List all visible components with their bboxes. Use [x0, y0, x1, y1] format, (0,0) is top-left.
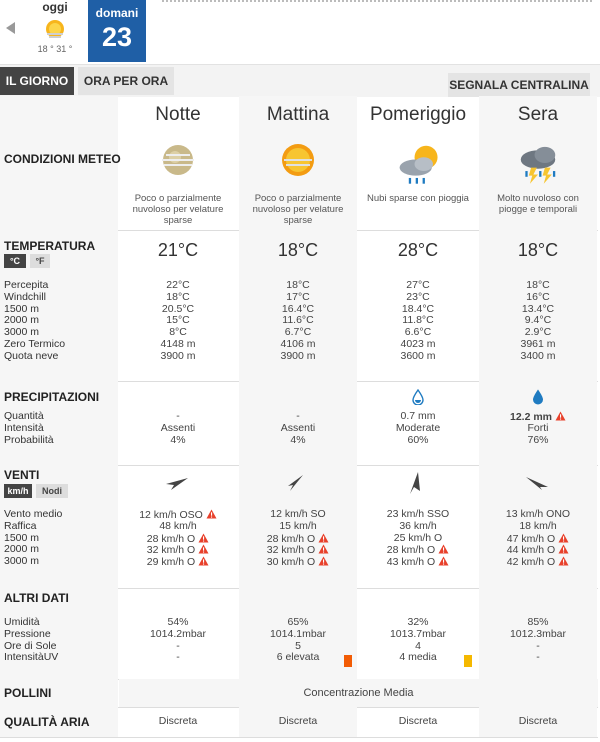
air-quality-value: Discreta	[518, 715, 558, 727]
divider	[162, 0, 592, 4]
period-name: Sera	[517, 104, 559, 125]
warning-icon	[558, 533, 569, 543]
row-value: 3961 m	[520, 338, 556, 350]
row-label: 2000 m	[4, 314, 40, 327]
condition-text: Molto nuvoloso con piogge e temporali	[497, 193, 579, 215]
warning-icon	[198, 544, 209, 554]
day-tomorrow[interactable]	[88, 0, 146, 62]
knots-toggle[interactable]: Nodi	[36, 484, 68, 498]
warning-icon	[198, 556, 209, 566]
row-value: 36 km/h	[399, 519, 437, 532]
row-label: Probabilità	[4, 433, 54, 446]
row-value: Assenti	[160, 421, 196, 434]
section-air-quality	[0, 707, 598, 738]
wind-direction-icon	[164, 476, 190, 492]
row-value: 4023 m	[400, 338, 436, 350]
tomorrow-label: domani	[95, 6, 139, 20]
row-value: 13.4°C	[521, 302, 555, 315]
row-label: Umidità	[4, 616, 40, 628]
warning-icon	[318, 533, 329, 543]
pollen-value: Concentrazione Media	[303, 687, 414, 699]
row-value: 42 km/h O	[479, 556, 597, 569]
condition-text: Poco o parzialmente nuvoloso per velature sparse	[252, 193, 344, 226]
section-pollen	[0, 679, 598, 708]
row-value: 12.2 mm	[479, 411, 597, 424]
condition-text: Nubi sparse con pioggia	[367, 193, 469, 204]
tab-bar	[0, 64, 600, 97]
row-value: -	[536, 651, 540, 664]
section-conditions	[0, 96, 598, 231]
row-value: 22°C	[166, 279, 190, 291]
row-label: Intensità	[4, 421, 44, 434]
section-precipitation	[0, 381, 598, 466]
precipitation-title: PRECIPITAZIONI	[4, 390, 100, 404]
row-label: Vento medio	[4, 508, 63, 520]
row-value: -	[176, 651, 180, 664]
row-label: 1500 m	[4, 531, 40, 544]
row-value: Assenti	[280, 421, 316, 434]
warning-icon	[438, 544, 449, 554]
period-pomeriggio	[359, 96, 477, 230]
fahrenheit-toggle[interactable]: °F	[30, 254, 50, 268]
row-label: Quota neve	[4, 349, 59, 362]
conditions-title: CONDIZIONI METEO	[4, 152, 121, 166]
row-value: 12 km/h OSO	[119, 509, 237, 522]
row-value: 12 km/h SO	[270, 508, 326, 520]
row-value: 3900 m	[160, 349, 196, 362]
warning-icon	[318, 556, 329, 566]
prev-arrow-icon[interactable]	[6, 22, 15, 34]
condition-text: Poco o parzialmente nuvoloso per velature sparse	[132, 193, 224, 226]
row-value: -	[296, 410, 300, 422]
row-value: 32 km/h O	[119, 544, 237, 557]
period-name: Pomeriggio	[369, 104, 467, 125]
row-value: 65%	[287, 616, 309, 628]
row-value: 25 km/h O	[393, 531, 443, 544]
today-temps: 18 ° 31 °	[37, 44, 73, 54]
row-label: Raffica	[4, 519, 37, 532]
row-value: 4%	[170, 433, 186, 446]
row-value: Moderate	[395, 421, 441, 434]
pollen-title: POLLINI	[4, 686, 52, 700]
row-value: 32 km/h O	[239, 544, 357, 557]
hazy-sun-icon	[278, 140, 318, 180]
tomorrow-day-number: 23	[101, 22, 133, 52]
warning-icon	[318, 544, 329, 554]
day-today[interactable]	[30, 0, 80, 62]
row-value: 48 km/h	[159, 519, 197, 532]
row-value: 44 km/h O	[479, 544, 597, 557]
row-value: 18°C	[166, 290, 190, 303]
other-title: ALTRI DATI	[4, 591, 69, 605]
sun-cloud-rain-icon	[392, 140, 444, 186]
row-value: 11.6°C	[282, 314, 314, 327]
warning-icon	[555, 411, 566, 421]
raindrop-icon	[412, 389, 424, 405]
main-temp: 18°C	[277, 240, 319, 260]
row-label: Zero Termico	[4, 338, 66, 350]
row-value: 3400 m	[520, 349, 556, 362]
wind-direction-icon	[285, 473, 305, 493]
period-name: Mattina	[266, 104, 330, 125]
row-value: 20.5°C	[161, 302, 195, 315]
row-value: 17°C	[286, 290, 310, 303]
row-value: 32%	[407, 616, 429, 628]
row-value: 29 km/h O	[119, 556, 237, 569]
tab-il-giorno[interactable]: IL GIORNO	[0, 67, 74, 95]
section-other	[0, 588, 598, 680]
section-wind	[0, 465, 598, 589]
air-quality-value: Discreta	[158, 715, 198, 727]
row-value: 15°C	[166, 314, 190, 327]
row-label: Windchill	[4, 290, 47, 303]
row-value: 6.7°C	[284, 326, 312, 339]
row-label: 2000 m	[4, 543, 40, 556]
row-label: IntensitàUV	[4, 651, 59, 664]
air-quality-value: Discreta	[278, 715, 318, 727]
warning-icon	[558, 544, 569, 554]
row-label: Quantità	[4, 410, 44, 422]
period-sera	[479, 96, 597, 230]
period-name: Notte	[155, 104, 201, 125]
row-value: 2.9°C	[524, 326, 552, 339]
tab-ora-per-ora[interactable]: ORA PER ORA	[78, 67, 174, 95]
row-value: -	[176, 639, 180, 652]
row-value: 1013.7mbar	[389, 627, 447, 640]
row-value: 8°C	[169, 326, 187, 339]
row-label: Ore di Sole	[4, 639, 57, 652]
row-value: Forti	[527, 421, 549, 434]
row-value: 18°C	[526, 279, 550, 291]
row-value: 23 km/h SSO	[386, 508, 450, 520]
row-value: 27°C	[406, 279, 430, 291]
row-value: 18°C	[286, 279, 310, 291]
raindrop-icon	[532, 388, 544, 405]
row-value: 18 km/h	[519, 519, 557, 532]
row-label: 3000 m	[4, 555, 40, 568]
period-mattina	[239, 96, 357, 230]
wind-direction-icon	[407, 471, 423, 495]
report-station-button[interactable]: SEGNALA CENTRALINA	[448, 73, 590, 97]
uv-indicator-medium	[464, 655, 472, 667]
warning-icon	[198, 533, 209, 543]
row-value: 16°C	[526, 290, 550, 303]
row-value: 28 km/h O	[119, 533, 237, 546]
row-value: 1012.3mbar	[509, 627, 567, 640]
section-temperature	[0, 230, 598, 382]
kmh-toggle[interactable]: km/h	[4, 484, 32, 498]
warning-icon	[438, 556, 449, 566]
thunderstorm-icon	[512, 140, 564, 186]
row-value: 9.4°C	[524, 314, 552, 327]
row-value: 13 km/h ONO	[505, 508, 571, 520]
row-value: 6.6°C	[404, 326, 432, 339]
row-value: 30 km/h O	[239, 556, 357, 569]
row-value: 16.4°C	[281, 302, 315, 315]
row-value: 4	[415, 639, 421, 652]
air-quality-value: Discreta	[398, 715, 438, 727]
celsius-toggle[interactable]: °C	[4, 254, 26, 268]
warning-icon	[206, 509, 217, 519]
air-quality-title: QUALITÀ ARIA	[4, 715, 90, 729]
period-notte	[119, 96, 237, 230]
row-value: 28 km/h O	[239, 533, 357, 546]
wind-title: VENTI	[4, 468, 40, 482]
row-label: Percepita	[4, 279, 49, 291]
row-value: 85%	[527, 616, 549, 628]
row-value: -	[176, 410, 180, 422]
row-value: 18.4°C	[401, 302, 435, 315]
row-value: 60%	[407, 433, 429, 446]
row-value: 3600 m	[400, 349, 436, 362]
row-value: 0.7 mm	[400, 410, 436, 422]
row-label: 1500 m	[4, 302, 40, 315]
row-value: 54%	[167, 616, 189, 628]
row-value: -	[536, 639, 540, 652]
row-value: 1014.2mbar	[149, 627, 207, 640]
row-value: 11.8°C	[402, 314, 434, 327]
row-value: 6 elevata	[276, 651, 320, 664]
sun-icon	[42, 16, 68, 42]
row-value: 4%	[290, 433, 306, 446]
hazy-moon-icon	[158, 140, 198, 180]
row-value: 47 km/h O	[479, 533, 597, 546]
temperature-title: TEMPERATURA	[4, 239, 96, 253]
row-value: 15 km/h	[279, 519, 317, 532]
row-value: 28 km/h O	[359, 544, 477, 557]
warning-icon	[558, 556, 569, 566]
row-value: 5	[295, 639, 301, 652]
main-temp: 21°C	[157, 240, 199, 260]
row-label: 3000 m	[4, 326, 40, 339]
day-selector	[0, 0, 600, 64]
uv-indicator-high	[344, 655, 352, 667]
row-value: 4148 m	[160, 338, 196, 350]
row-value: 3900 m	[280, 349, 316, 362]
row-value: 43 km/h O	[359, 556, 477, 569]
row-label: Pressione	[4, 627, 51, 640]
row-value: 4 media	[399, 651, 437, 664]
wind-direction-icon	[524, 475, 550, 491]
main-temp: 28°C	[397, 240, 439, 260]
row-value: 4106 m	[280, 338, 316, 350]
row-value: 1014.1mbar	[269, 627, 327, 640]
row-value: 23°C	[406, 290, 430, 303]
main-temp: 18°C	[517, 240, 559, 260]
today-label: oggi	[42, 0, 68, 14]
row-value: 76%	[527, 433, 549, 446]
